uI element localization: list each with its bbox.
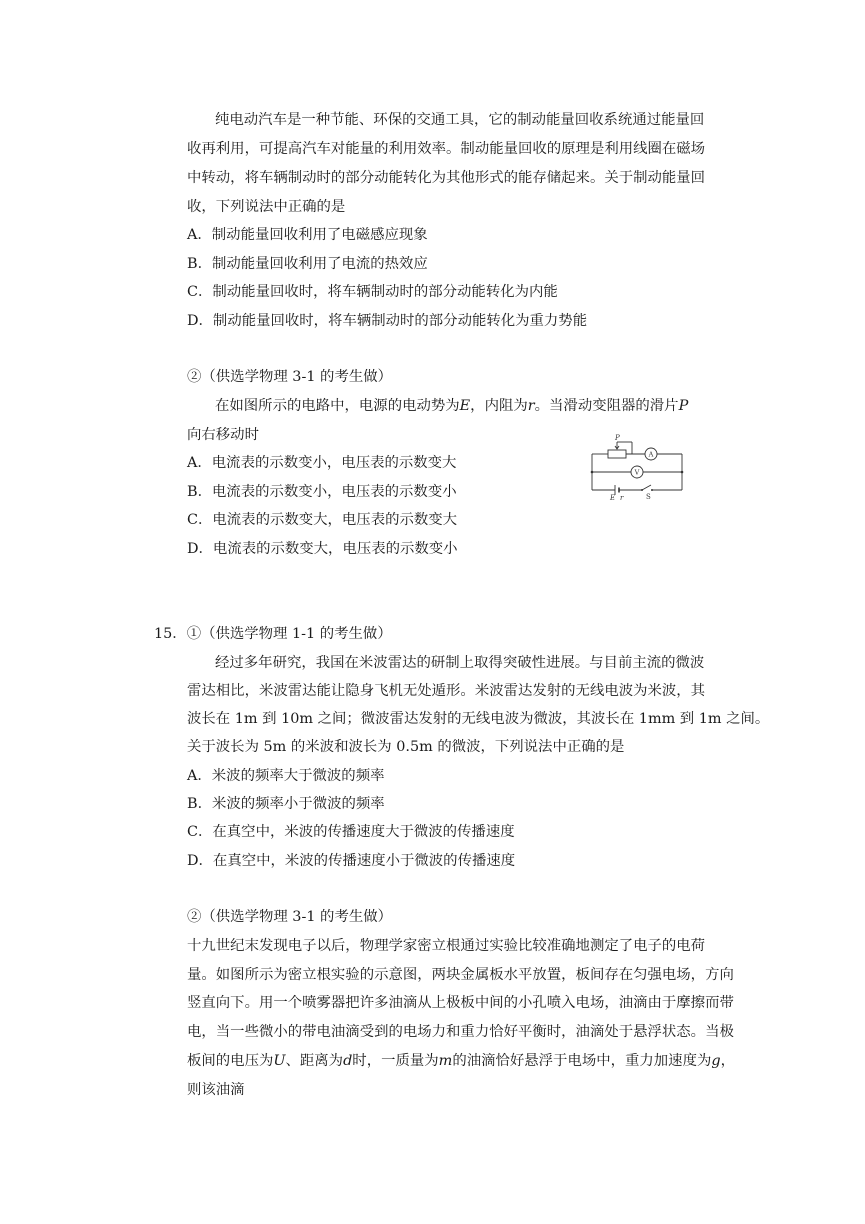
q15-2-stem-line-3: 竖直向下。用一个喷雾器把许多油滴从上极板中间的小孔喷入电场，油滴由于摩擦而带: [187, 995, 734, 1011]
q15-1-stem-line-4: 关于波长为 5m 的米波和波长为 0.5m 的微波，下列说法中正确的是: [187, 739, 625, 755]
q14-1-stem-line-1: 纯电动汽车是一种节能、环保的交通工具，它的制动能量回收系统通过能量回: [215, 112, 705, 128]
q15-1-stem-line-2: 雷达相比，米波雷达能让隐身飞机无处遁形。米波雷达发射的无线电波为米波，其: [187, 683, 706, 699]
q14-1-stem-line-3: 中转动，将车辆制动时的部分动能转化为其他形式的能存储起来。关于制动能量回: [187, 170, 706, 186]
var-U: U: [273, 1053, 286, 1069]
label-V: V: [634, 468, 640, 477]
q15-1-option-c: C．在真空中，米波的传播速度大于微波的传播速度: [187, 824, 515, 840]
q15-1-stem-line-1: 经过多年研究，我国在米波雷达的研制上取得突破性进展。与目前主流的微波: [215, 655, 705, 671]
q14-2-header: ②（供选学物理 3-1 的考生做）: [187, 369, 393, 385]
var-g: g: [711, 1053, 721, 1069]
q14-1-option-c: C．制动能量回收时，将车辆制动时的部分动能转化为内能: [187, 284, 558, 300]
var-P: P: [678, 398, 689, 414]
q14-1-option-b: B．制动能量回收利用了电流的热效应: [187, 256, 428, 272]
q14-2-option-d: D．电流表的示数变大，电压表的示数变小: [187, 541, 458, 557]
q15-1-option-a: A．米波的频率大于微波的频率: [187, 768, 385, 784]
var-m: m: [438, 1053, 453, 1069]
q15-1-header: 15．①（供选学物理 1-1 的考生做）: [154, 626, 392, 642]
circuit-diagram: [588, 432, 686, 500]
label-S: S: [646, 493, 651, 500]
q15-2-stem-line-5: 板间的电压为U、距离为d时，一质量为m的油滴恰好悬浮于电场中，重力加速度为g，: [187, 1053, 735, 1069]
label-P: P: [615, 434, 620, 442]
q15-2-stem-line-1: 十九世纪末发现电子以后，物理学家密立根通过实验比较准确地测定了电子的电荷: [187, 938, 706, 954]
q14-2-stem-line-2: 向右移动时: [187, 427, 259, 443]
var-d: d: [343, 1053, 353, 1069]
q15-2-stem-line-6: 则该油滴: [187, 1082, 245, 1098]
q15-1-option-d: D．在真空中，米波的传播速度小于微波的传播速度: [187, 853, 516, 869]
label-A: A: [648, 450, 654, 459]
q14-2-stem-line-1: 在如图所示的电路中，电源的电动势为E，内阻为r。当滑动变阻器的滑片P: [215, 398, 689, 414]
q14-1-stem-line-4: 收，下列说法中正确的是: [187, 199, 346, 215]
var-E: E: [459, 398, 471, 414]
q14-2-option-b: B．电流表的示数变小，电压表的示数变小: [187, 484, 457, 500]
q14-1-stem-line-2: 收再利用，可提高汽车对能量的利用效率。制动能量回收的原理是利用线圈在磁场: [187, 141, 706, 157]
q15-2-stem-line-4: 电，当一些微小的带电油滴受到的电场力和重力恰好平衡时，油滴处于悬浮状态。当极: [187, 1024, 734, 1040]
q15-2-stem-line-2: 量。如图所示为密立根实验的示意图，两块金属板水平放置，板间存在匀强电场，方向: [187, 967, 734, 983]
label-E: E: [610, 494, 616, 500]
q14-2-option-a: A．电流表的示数变小，电压表的示数变大: [187, 455, 457, 471]
q15-1-stem-line-3: 波长在 1m 到 10m 之间；微波雷达发射的无线电波为微波，其波长在 1mm 到 1m 之间。: [187, 711, 770, 727]
q14-1-option-a: A．制动能量回收利用了电磁感应现象: [187, 227, 428, 243]
rheostat: [608, 450, 626, 458]
q14-1-option-d: D．制动能量回收时，将车辆制动时的部分动能转化为重力势能: [187, 313, 588, 329]
var-r: r: [527, 398, 535, 414]
switch: [642, 485, 651, 490]
q15-2-header: ②（供选学物理 3-1 的考生做）: [187, 909, 393, 925]
q14-2-option-c: C．电流表的示数变大，电压表的示数变大: [187, 512, 458, 528]
q15-1-option-b: B．米波的频率小于微波的频率: [187, 796, 385, 812]
label-r: r: [620, 494, 624, 500]
